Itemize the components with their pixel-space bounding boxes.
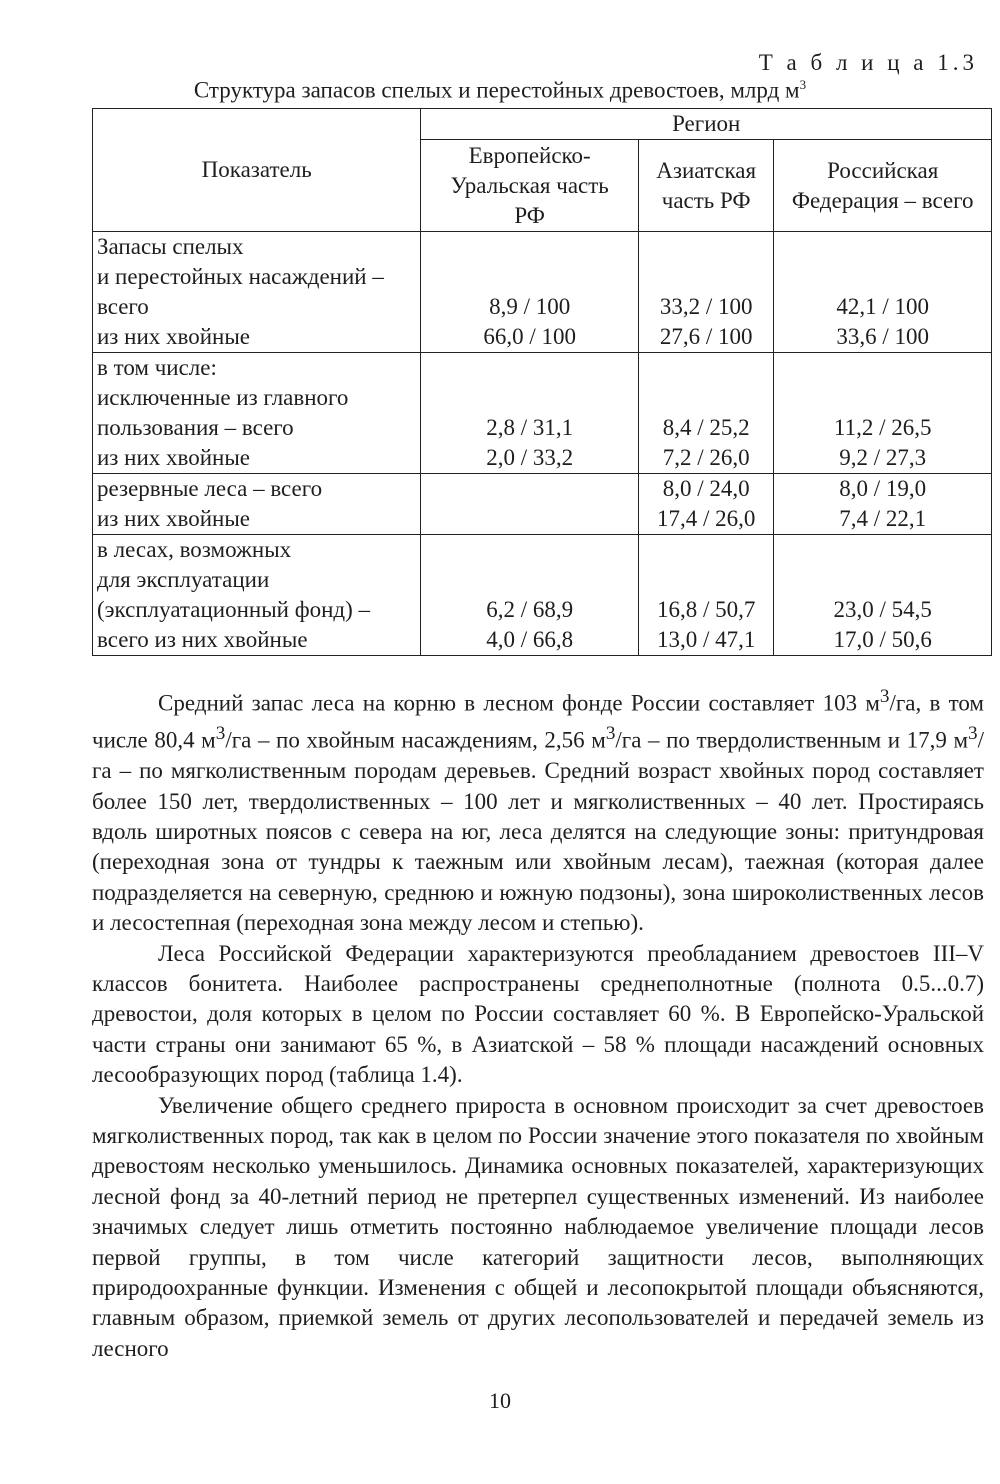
cell-european-ural (421, 535, 639, 656)
page-number: 10 (489, 1388, 511, 1413)
cell-value: 11,2 / 26,5 (833, 415, 932, 440)
table-row (93, 353, 992, 474)
text-run: /га – по твердолиственным и 17,9 м (615, 727, 969, 753)
cell-value: 7,4 / 22,1 (839, 506, 927, 531)
cell-asian (638, 535, 773, 656)
cell-value: 66,0 / 100 (483, 324, 576, 349)
row-label-line: из них хвойные (97, 506, 250, 531)
forest-stock-table (92, 108, 992, 656)
row-label-line: для эксплуатации (97, 567, 270, 592)
paragraph: Леса Российской Федерации характеризуются преобладанием древостоев III–V классов бонитета. Наиболее распространены среднеполнотные (полнота 0.5...0.7) древостои, доля которых в целом по России составляет 60 %. В Европейско-Уральской части страны они занимают 65 %, в Азиатской – 58 % площади насаждений основных лесообразующих пород (таблица 1.4). (92, 940, 984, 1088)
header-line: Азиатская (656, 157, 757, 183)
header-asian (638, 140, 773, 232)
cell-value (425, 474, 634, 504)
cell-value: 9,2 / 27,3 (839, 445, 927, 470)
row-label-line: всего из них хвойные (97, 627, 308, 652)
row-label-line: Запасы спелых (97, 234, 244, 259)
cell-value (425, 504, 634, 534)
header-line: часть РФ (661, 187, 751, 213)
cell-value: 33,2 / 100 (659, 294, 753, 319)
row-label-line: всего (97, 294, 149, 319)
cell-value: 23,0 / 54,5 (833, 597, 932, 622)
row-label-line: из них хвойные (97, 324, 250, 349)
superscript: 3 (215, 723, 226, 745)
row-label (93, 535, 421, 656)
row-label-line: в том числе: (97, 355, 217, 380)
cell-value: 7,2 / 26,0 (662, 445, 750, 470)
row-label-line: (эксплуатационный фонд) – (97, 597, 371, 622)
body-text (92, 682, 984, 1364)
row-label-line: в лесах, возможных (97, 537, 292, 562)
paragraph: Увеличение общего среднего прироста в основном происходит за счет древостоев мягколиственных пород, так как в целом по России значение этого показателя по хвойным древостоям несколько уменьшилось. Динамика основных показателей, характеризующих лесной фонд за 40-летний период не претерпел существенных изменений. Из наиболее значимых следует лишь отметить постоянно наблюдаемое увеличение площади лесов первой группы, в том числе категорий защитности лесов, выполняющих природоохранные функции. Изменения с общей и лесопокрытой площади объясняются, главным образом, приемкой земель от других лесопользователей и передачей земель из лесного (92, 1092, 984, 1361)
cell-value: 13,0 / 47,1 (656, 627, 756, 652)
cell-value: 6,2 / 68,9 (486, 597, 574, 622)
header-line: Уральская часть (450, 172, 609, 198)
cell-value: 27,6 / 100 (659, 324, 753, 349)
header-line: РФ (514, 202, 545, 228)
cell-value: 2,0 / 33,2 (486, 445, 574, 470)
header-line: Европейско- (468, 142, 591, 168)
row-label-line: исключенные из главного (97, 385, 349, 410)
header-russian-federation (774, 140, 992, 232)
cell-russian-federation (774, 474, 992, 535)
cell-value: 16,8 / 50,7 (656, 597, 756, 622)
table-title-text: Структура запасов спелых и перестойных древостоев, млрд м (193, 77, 800, 103)
table-row (93, 535, 992, 656)
cell-value: 4,0 / 66,8 (486, 627, 574, 652)
cell-asian (638, 232, 773, 353)
superscript: 3 (968, 723, 978, 745)
superscript: 3 (879, 686, 890, 707)
row-label (93, 353, 421, 474)
cell-value: 8,9 / 100 (489, 294, 571, 319)
cell-value: 42,1 / 100 (836, 294, 930, 319)
superscript: 3 (605, 723, 616, 745)
cell-value: 8,4 / 25,2 (662, 415, 750, 440)
row-label (93, 232, 421, 353)
row-label-line: резервные леса – всего (97, 476, 323, 501)
cell-value: 33,6 / 100 (836, 324, 930, 349)
cell-value: 17,4 / 26,0 (656, 506, 756, 531)
row-label-line: и перестойных насаждений – (97, 264, 384, 289)
table-row (93, 232, 992, 353)
paragraph (92, 682, 984, 939)
row-label-line: пользования – всего (97, 415, 294, 440)
cell-european-ural (421, 353, 639, 474)
cell-value: 8,0 / 24,0 (662, 476, 750, 501)
table-header-row-1 (93, 109, 992, 140)
header-line: Федерация – всего (791, 187, 974, 213)
cell-value: 8,0 / 19,0 (839, 476, 927, 501)
table-title (0, 77, 1000, 104)
cell-russian-federation (774, 353, 992, 474)
cell-value: 17,0 / 50,6 (833, 627, 932, 652)
header-line: Российская (827, 157, 939, 183)
text-run: /га, в том числе 80,4 м (92, 690, 984, 753)
row-label-line: из них хвойные (97, 445, 250, 470)
table-title-superscript: 3 (799, 77, 807, 92)
cell-russian-federation (774, 535, 992, 656)
header-indicator: Показатель (93, 109, 421, 232)
cell-european-ural (421, 232, 639, 353)
table-row (93, 474, 992, 535)
text-run: /га – по хвойным насаждениям, 2,56 м (225, 727, 606, 753)
cell-european-ural (421, 474, 639, 535)
cell-russian-federation (774, 232, 992, 353)
text-run: Средний запас леса на корню в лесном фонде России составляет 103 м (158, 690, 880, 716)
row-label (93, 474, 421, 535)
header-region: Регион (421, 109, 992, 140)
cell-asian (638, 353, 773, 474)
cell-value: 2,8 / 31,1 (486, 415, 574, 440)
text-run: /га – по мягколиственным породам деревьев. Средний возраст хвойных пород составляет более 150 лет, твердолиственных – 100 лет и мягколиственных – 40 лет. Простираясь вдоль широтных поясов с севера на юг, леса делятся на следующие зоны: притундровая (переходная зона от тундры к таежным или хвойным лесам), таежная (которая далее подразделяется на северную, среднюю и южную подзоны), зона широколиственных лесов и лесостепная (переходная зона между лесом и степью). (92, 727, 985, 936)
table-label: Т а б л и ц а 1.3 (758, 50, 978, 75)
header-european-ural (421, 140, 639, 232)
cell-asian (638, 474, 773, 535)
